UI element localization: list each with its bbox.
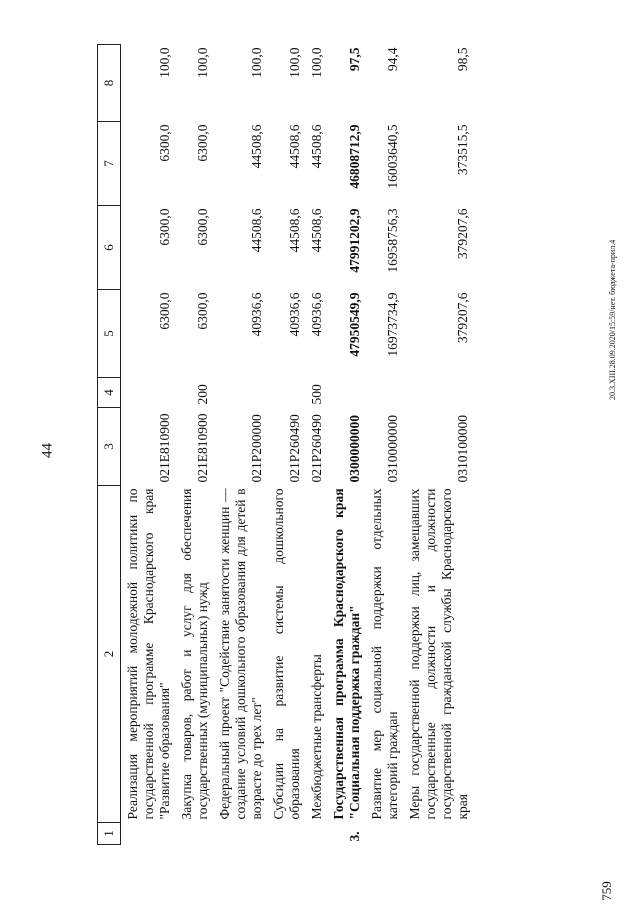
row-name: Государственная программа Краснодарского края "Социальная поддержка граждан" [331, 488, 362, 820]
table-row [365, 45, 403, 845]
row-number [175, 823, 213, 845]
row-value-col6: 44508,6 [309, 208, 324, 253]
table-row [327, 45, 365, 845]
row-value-col7: 44508,6 [249, 124, 264, 169]
row-expense-type [365, 378, 403, 408]
row-expense-type: 200 [195, 384, 210, 405]
document-stamp: 20.3.XIII.28.09.2020/15:59/нет. бюджета-прил.4 [608, 239, 617, 400]
row-value-col6: 44508,6 [287, 208, 302, 253]
row-expense-type [327, 378, 365, 408]
row-name: Реализация мероприятий молодежной политики по государственной программе Краснодарского края "Развитие образования" [125, 488, 172, 820]
row-name: Межбюджетные трансферты [309, 654, 324, 820]
row-expense-type [121, 378, 176, 408]
row-number [305, 823, 327, 845]
footer-number: 759 [598, 881, 614, 901]
row-value-col5: 6300,0 [157, 292, 172, 330]
row-value-col5: 16973734,9 [385, 292, 400, 357]
row-value-col5: 6300,0 [195, 292, 210, 330]
row-value-col6: 6300,0 [195, 208, 210, 246]
row-value-col6: 6300,0 [157, 208, 172, 246]
row-name: Субсидии на развитие системы дошкольного образования [271, 488, 302, 820]
col-header: 6 [98, 206, 121, 290]
row-code: 021E810900 [195, 413, 210, 483]
row-name: Развитие мер социальной поддержки отдельных категорий граждан [369, 488, 400, 820]
row-value-col7: 6300,0 [157, 124, 172, 162]
table-row [213, 45, 267, 845]
row-value-col7: 6300,0 [195, 124, 210, 162]
row-value-col8: 94,4 [385, 47, 400, 72]
row-value-col6: 16958756,3 [385, 208, 400, 273]
rotated-table-wrapper [97, 45, 517, 845]
row-code: 0300000000 [347, 415, 362, 483]
row-code: 021P200000 [249, 414, 264, 483]
col-header: 4 [98, 378, 121, 408]
row-code: 021P260490 [287, 414, 302, 483]
table-row [267, 45, 305, 845]
row-value-col5: 47950549,9 [347, 292, 362, 357]
col-header: 1 [98, 823, 121, 845]
table-row [305, 45, 327, 845]
row-value-col8: 100,0 [287, 47, 302, 78]
row-number [213, 823, 267, 845]
row-value-col8: 100,0 [309, 47, 324, 78]
row-value-col6: 44508,6 [249, 208, 264, 253]
page-number: 44 [39, 443, 56, 458]
row-value-col7: 46808712,9 [347, 124, 362, 189]
row-value-col5: 40936,6 [249, 292, 264, 337]
row-value-col8: 97,5 [347, 47, 362, 72]
row-value-col7: 44508,6 [287, 124, 302, 169]
col-header: 2 [98, 486, 121, 823]
row-value-col6: 47991202,9 [347, 208, 362, 273]
row-expense-type [403, 378, 473, 408]
col-header: 8 [98, 45, 121, 122]
row-value-col7: 373515,5 [455, 124, 470, 176]
row-number: 3. [347, 831, 362, 842]
row-code: 0310000000 [385, 415, 400, 483]
row-value-col8: 100,0 [157, 47, 172, 78]
row-value-col5: 40936,6 [309, 292, 324, 337]
row-code: 0310100000 [455, 415, 470, 483]
row-number [365, 823, 403, 845]
table-row [121, 45, 176, 845]
row-number [267, 823, 305, 845]
row-value-col8: 100,0 [249, 47, 264, 78]
row-expense-type: 500 [309, 384, 324, 405]
row-name: Меры государственной поддержки лиц, замещавших государственные должности и должности государственной гражданской службы Краснодарского края [407, 488, 470, 820]
table-row [403, 45, 473, 845]
row-value-col8: 100,0 [195, 47, 210, 78]
row-expense-type [213, 378, 267, 408]
row-code: 021E810900 [157, 413, 172, 483]
row-expense-type [267, 378, 305, 408]
col-header: 3 [98, 408, 121, 486]
table-header-row [98, 45, 121, 845]
col-header: 5 [98, 290, 121, 378]
row-name: Закупка товаров, работ и услуг для обеспечения государственных (муниципальных) нужд [179, 488, 210, 820]
table-row [175, 45, 213, 845]
row-value-col5: 40936,6 [287, 292, 302, 337]
budget-table [97, 44, 473, 845]
row-value-col7: 16003640,5 [385, 124, 400, 189]
row-value-col8: 98,5 [455, 47, 470, 72]
row-number [121, 823, 176, 845]
row-value-col5: 379207,6 [455, 292, 470, 344]
row-name: Федеральный проект "Содействие занятости женщин — создание условий дошкольного образования для детей в возрасте до трех лет" [217, 488, 264, 820]
col-header: 7 [98, 122, 121, 206]
row-number [403, 823, 473, 845]
row-value-col6: 379207,6 [455, 208, 470, 260]
row-value-col7: 44508,6 [309, 124, 324, 169]
row-code: 021P260490 [309, 414, 324, 483]
